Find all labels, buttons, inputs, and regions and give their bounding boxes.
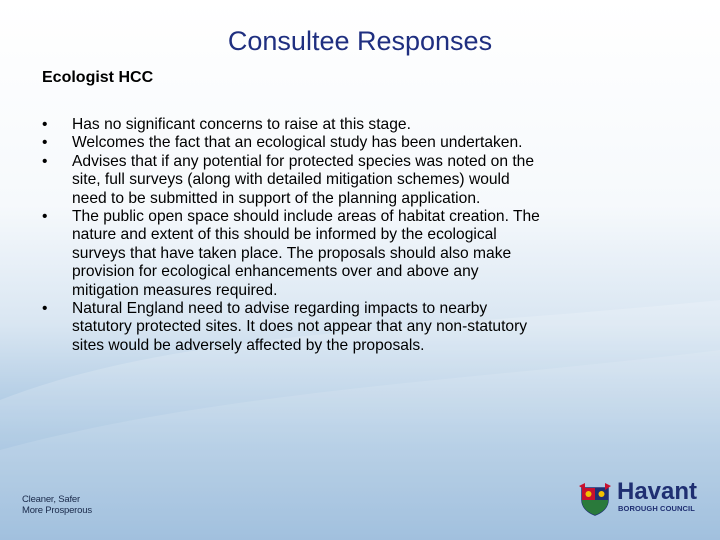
bullet-item [42, 134, 682, 152]
bullet-line: mitigation measures required. [72, 281, 278, 299]
bullet-item [42, 208, 682, 300]
tagline-line-1: Cleaner, Safer [22, 494, 80, 505]
logo-subtitle: BOROUGH COUNCIL [618, 504, 695, 513]
bullet-dot: • [42, 134, 48, 152]
bullet-line: need to be submitted in support of the planning application. [72, 189, 481, 207]
bullet-line: provision for ecological enhancements over and above any [72, 263, 479, 281]
tagline-line-2: More Prosperous [22, 505, 92, 516]
bullet-line: Advises that if any potential for protected species was noted on the [72, 152, 535, 170]
bullet-line: Natural England need to advise regarding impacts to nearby [72, 300, 488, 318]
bullet-line: nature and extent of this should be informed by the ecological [72, 226, 497, 244]
tagline [22, 494, 92, 516]
section-heading: Ecologist HCC [42, 69, 154, 86]
bullet-line: Welcomes the fact that an ecological study has been undertaken. [72, 134, 523, 152]
council-logo [577, 478, 699, 516]
bullet-item [42, 153, 682, 208]
bullet-dot: • [42, 152, 48, 170]
bullet-list [42, 116, 682, 355]
bullet-dot: • [42, 208, 48, 226]
borough-crest-icon [577, 482, 613, 516]
bullet-line: sites would be adversely affected by the proposals. [72, 336, 425, 354]
bullet-item [42, 300, 682, 355]
bullet-line: site, full surveys (along with detailed mitigation schemes) would [72, 171, 510, 189]
bullet-line: The public open space should include areas of habitat creation. The [72, 208, 540, 226]
bullet-dot: • [42, 116, 48, 133]
bullet-line: statutory protected sites. It does not appear that any non-statutory [72, 318, 528, 336]
bullet-dot: • [42, 300, 48, 318]
bullet-line: Has no significant concerns to raise at this stage. [72, 116, 411, 133]
bullet-line: surveys that have taken place. The proposals should also make [72, 244, 512, 262]
bullet-item [42, 116, 682, 134]
logo-name: Havant [617, 478, 698, 505]
slide-title: Consultee Responses [227, 26, 493, 56]
